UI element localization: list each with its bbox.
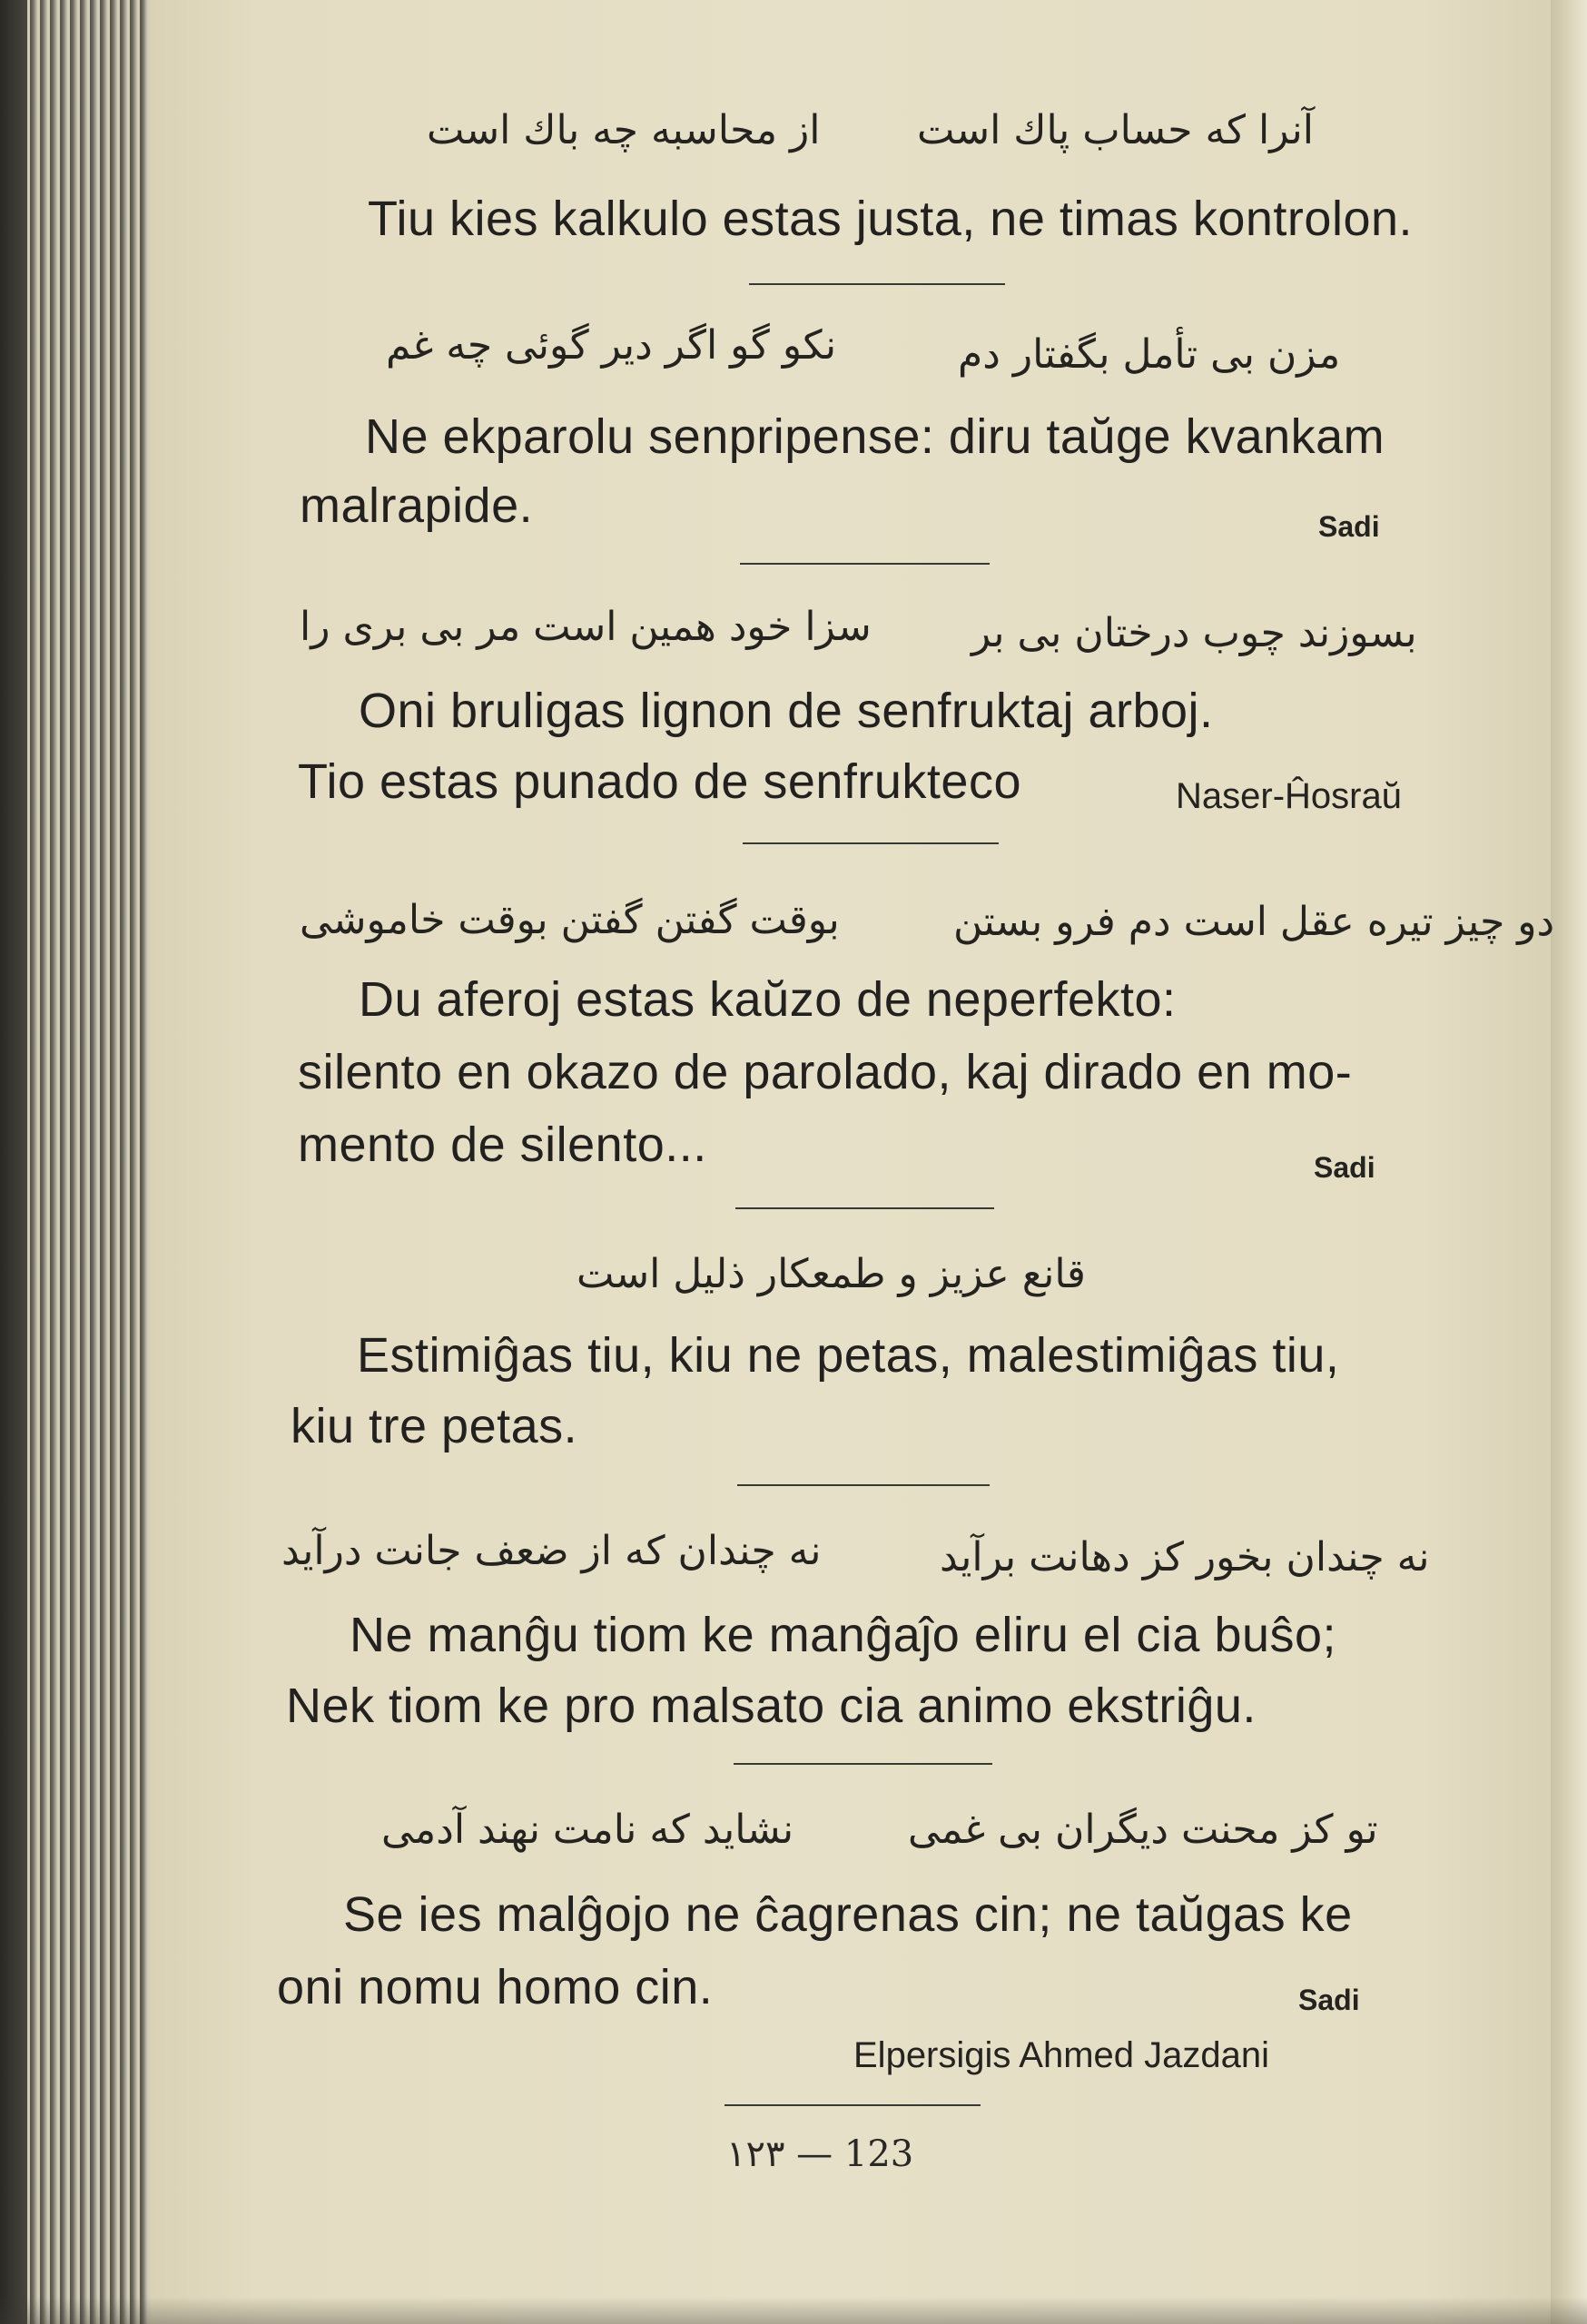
esperanto-line: Du aferoj estas kaŭzo de neperfekto:: [359, 972, 1177, 1027]
page-number: [726, 2133, 913, 2175]
persian-verse-center: قانع عزیز و طمعکار ذلیل است: [577, 1251, 1086, 1297]
persian-verse-left: از محاسبه چه باك است: [427, 107, 821, 153]
persian-verse-left: بوقت گفتن گفتن بوقت خاموشی: [300, 897, 840, 943]
footer-rule: [724, 2104, 981, 2106]
separator-rule: [749, 283, 1005, 285]
author-attribution: Sadi: [1314, 1151, 1375, 1184]
esperanto-line: kiu tre petas.: [291, 1399, 578, 1453]
esperanto-line: silento en okazo de parolado, kaj dirado en mo-: [298, 1045, 1353, 1099]
persian-verse-right: نه چندان بخور کز دهانت برآید: [940, 1534, 1430, 1581]
esperanto-line: Tio estas punado de senfrukteco: [298, 754, 1021, 809]
page-number-dash: —: [796, 2133, 833, 2175]
author-attribution: Sadi: [1298, 1984, 1360, 2016]
separator-rule: [743, 842, 999, 844]
page-number-persian: ۱۲۳: [726, 2133, 785, 2175]
author-attribution: Sadi: [1318, 510, 1380, 543]
translator-credit: Elpersigis Ahmed Jazdani: [853, 2035, 1270, 2075]
separator-rule: [740, 563, 990, 565]
bottom-shadow: [0, 2297, 1587, 2324]
esperanto-line: Oni bruligas lignon de senfruktaj arboj.: [359, 684, 1214, 738]
esperanto-line: malrapide.: [300, 478, 534, 533]
separator-rule: [735, 1207, 994, 1209]
book-binding-edge: [0, 0, 159, 2324]
esperanto-line: Ne ekparolu senpripense: diru taŭge kvankam: [365, 409, 1385, 464]
esperanto-line: Estimiĝas tiu, kiu ne petas, malestimiĝas tiu,: [357, 1328, 1340, 1383]
persian-verse-right: دو چیز تیره عقل است دم فرو بستن: [953, 899, 1555, 945]
persian-verse-left: سزا خود همین است مر بی بری را: [300, 604, 872, 650]
esperanto-line: Se ies malĝojo ne ĉagrenas cin; ne taŭgas ke: [343, 1887, 1353, 1942]
author-attribution: Naser-Ĥosraŭ: [1176, 776, 1402, 816]
persian-verse-right: آنرا که حساب پاك است: [917, 107, 1314, 153]
esperanto-line: mento de silento...: [298, 1118, 707, 1172]
esperanto-line: Ne manĝu tiom ke manĝaĵo eliru el cia buŝo;: [350, 1608, 1337, 1662]
esperanto-line: oni nomu homo cin.: [277, 1960, 714, 2014]
esperanto-line: Nek tiom ke pro malsato cia animo ekstriĝu.: [286, 1679, 1257, 1733]
persian-verse-left: نشاید که نامت نهند آدمی: [381, 1807, 794, 1853]
persian-verse-left: نکو گو اگر دیر گوئی چه غم: [386, 322, 837, 369]
page-right-edge: [1551, 0, 1587, 2324]
persian-verse-right: مزن بی تأمل بگفتار دم: [958, 331, 1341, 378]
persian-verse-left: نه چندان که از ضعف جانت درآید: [281, 1528, 822, 1574]
persian-verse-right: بسوزند چوب درختان بی بر: [971, 610, 1417, 656]
persian-verse-right: تو کز محنت دیگران بی غمی: [908, 1807, 1378, 1853]
esperanto-line: Tiu kies kalkulo estas justa, ne timas kontrolon.: [368, 192, 1414, 246]
page-number-latin: 123: [843, 2133, 914, 2175]
separator-rule: [737, 1484, 990, 1486]
separator-rule: [734, 1763, 992, 1765]
